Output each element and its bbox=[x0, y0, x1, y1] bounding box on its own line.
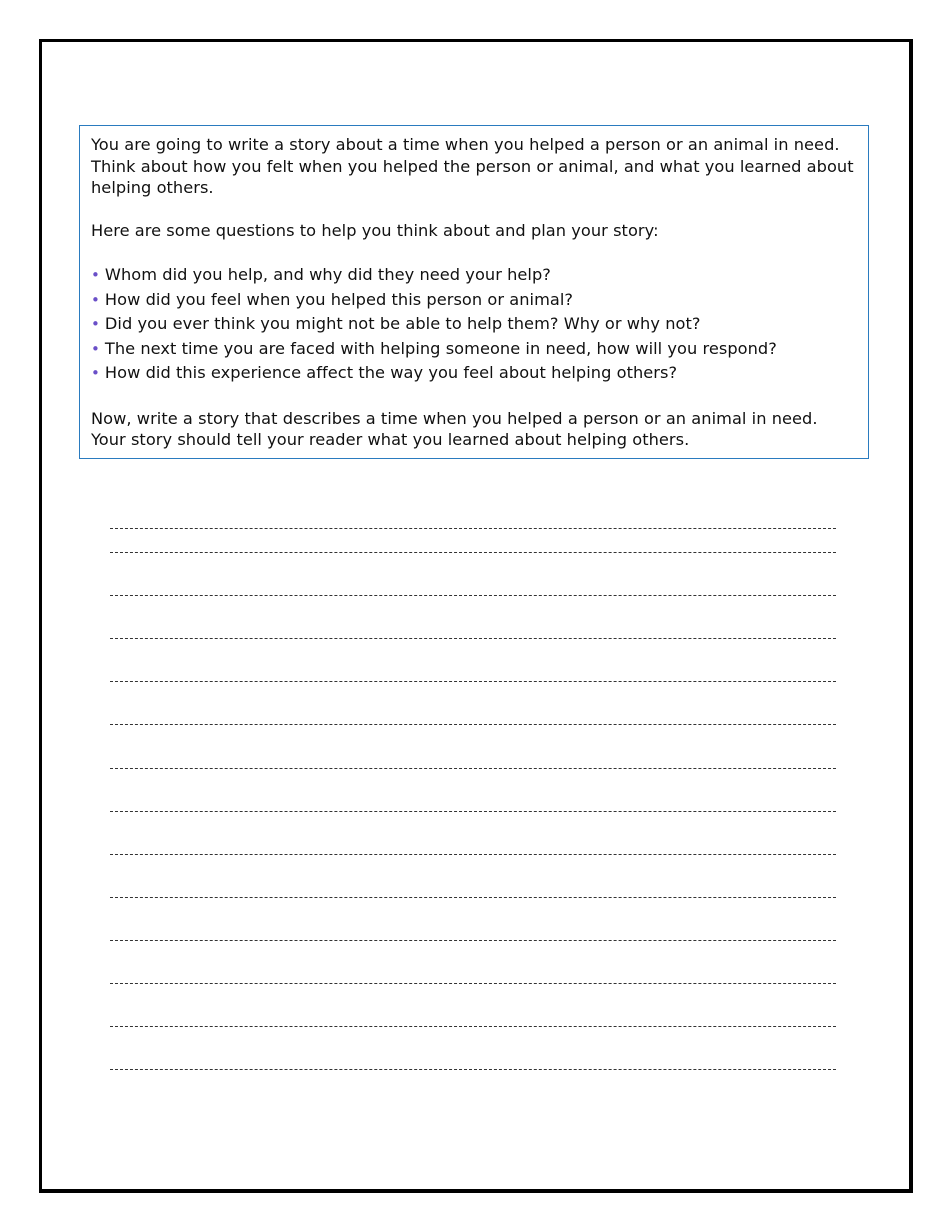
question-list bbox=[91, 263, 857, 386]
prompt-questions-lead: Here are some questions to help you think about and plan your story: bbox=[91, 220, 659, 240]
bullet-icon: • bbox=[91, 266, 100, 284]
writing-line[interactable] bbox=[110, 961, 836, 1004]
list-item bbox=[91, 361, 857, 386]
writing-prompt-box bbox=[79, 125, 869, 459]
list-item bbox=[91, 288, 857, 313]
question-text: The next time you are faced with helping someone in need, how will you respond? bbox=[104, 338, 777, 358]
writing-line[interactable] bbox=[110, 1004, 836, 1047]
prompt-intro: You are going to write a story about a time when you helped a person or an animal in need. Think about how you felt when you helped the person or animal, and what you learned about helping others. bbox=[91, 135, 854, 197]
writing-line[interactable] bbox=[110, 789, 836, 832]
writing-line[interactable] bbox=[110, 573, 836, 616]
writing-line[interactable] bbox=[110, 875, 836, 918]
writing-area[interactable] bbox=[110, 506, 836, 1090]
writing-line[interactable] bbox=[110, 506, 836, 530]
question-text: How did you feel when you helped this person or animal? bbox=[104, 289, 574, 309]
list-item bbox=[91, 337, 857, 362]
writing-line[interactable] bbox=[110, 832, 836, 875]
bullet-icon: • bbox=[91, 339, 100, 358]
writing-line[interactable] bbox=[110, 918, 836, 961]
writing-line[interactable] bbox=[110, 745, 836, 788]
writing-line[interactable] bbox=[110, 702, 836, 745]
writing-line[interactable] bbox=[110, 659, 836, 702]
list-item bbox=[91, 312, 857, 337]
bullet-icon: • bbox=[91, 315, 100, 334]
list-item bbox=[91, 263, 857, 288]
writing-line[interactable] bbox=[110, 616, 836, 659]
question-text: Whom did you help, and why did they need your help? bbox=[104, 265, 551, 284]
prompt-closing: Now, write a story that describes a time when you helped a person or an animal in need. Your story should tell your reader what you learned about helping others. bbox=[91, 408, 818, 450]
writing-line[interactable] bbox=[110, 1047, 836, 1090]
bullet-icon: • bbox=[91, 364, 100, 383]
bullet-icon: • bbox=[91, 290, 100, 309]
question-text: Did you ever think you might not be able to help them? Why or why not? bbox=[104, 314, 701, 334]
question-text: How did this experience affect the way you feel about helping others? bbox=[104, 363, 678, 383]
writing-line[interactable] bbox=[110, 530, 836, 573]
